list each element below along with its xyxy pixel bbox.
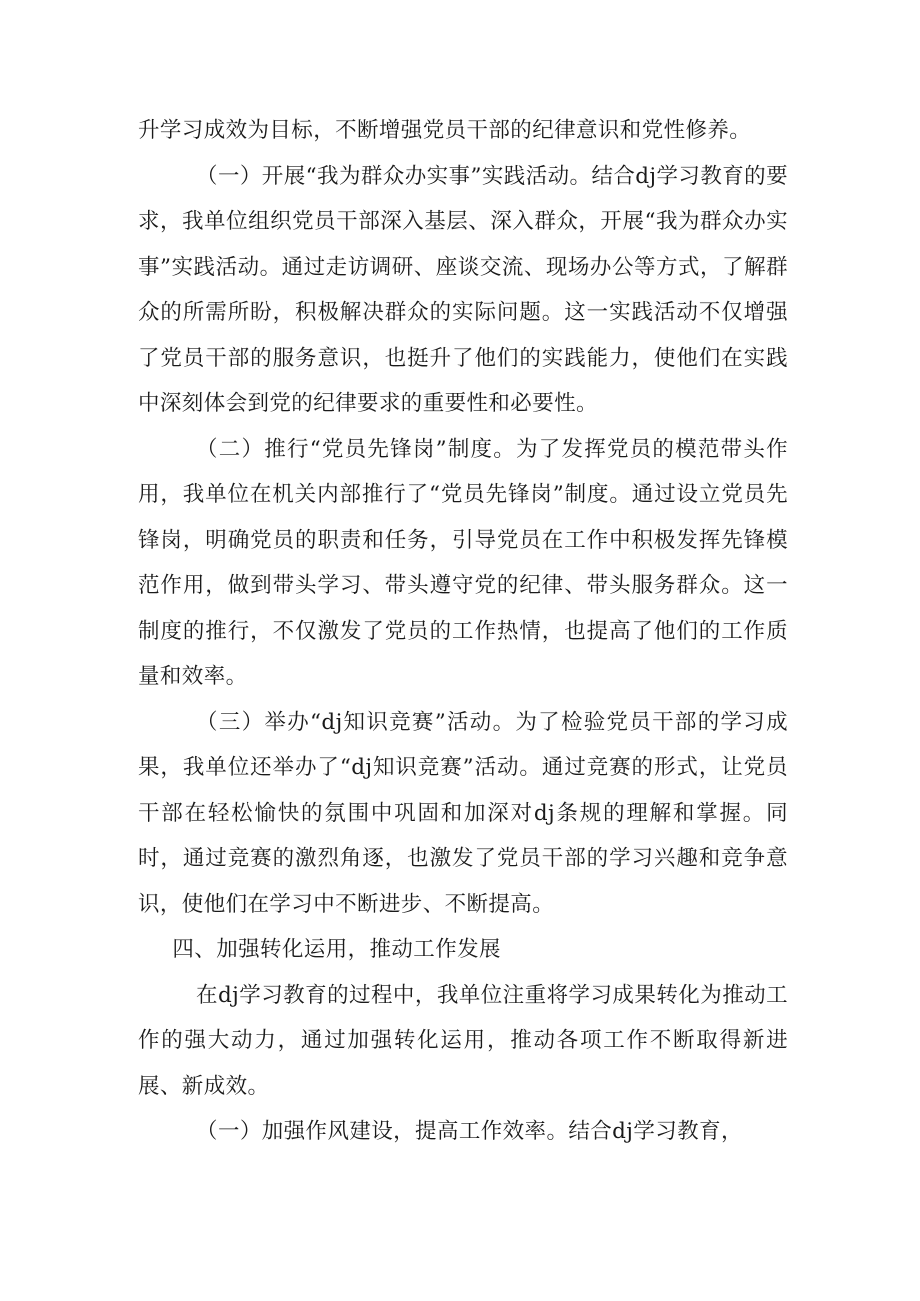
paragraph-transformation: 在dj学习教育的过程中，我单位注重将学习成果转化为推动工作的强大动力，通过加强转化运用，推动各项工作不断取得新进展、新成效。 bbox=[138, 982, 788, 1099]
paragraph-practice-activity: （一）开展“我为群众办实事”实践活动。结合dj学习教育的要求，我单位组织党员干部深入基层、深入群众，开展“我为群众办实事”实践活动。通过走访调研、座谈交流、现场办公等方式，了解群众的所需所盼，积极解决群众的实际问题。这一实践活动不仅增强了党员干部的服务意识，也挺升了他们的实践能力，使他们在实践中深刻体会到党的纪律要求的重要性和必要性。 bbox=[138, 163, 788, 416]
paragraph-vanguard-post: （二）推行“党员先锋岗”制度。为了发挥党员的模范带头作用，我单位在机关内部推行了“党员先锋岗”制度。通过设立党员先锋岗，明确党员的职责和任务，引导党员在工作中积极发挥先锋模范作用，做到带头学习、带头遵守党的纪律、带头服务群众。这一制度的推行，不仅激发了党员的工作热情，也提高了他们的工作质量和效率。 bbox=[138, 436, 788, 689]
paragraph-work-style: （一）加强作风建设，提高工作效率。结合dj学习教育， bbox=[196, 1119, 743, 1144]
paragraph-knowledge-contest: （三）举办“dj知识竞赛”活动。为了检验党员干部的学习成果，我单位还举办了“dj知识竞赛”活动。通过竞赛的形式，让党员干部在轻松愉快的氛围中巩固和加深对dj条规的理解和掌握。同时，通过竞赛的激烈角逐，也激发了党员干部的学习兴趣和竞争意识，使他们在学习中不断进步、不断提高。 bbox=[138, 709, 788, 917]
section-heading: 四、加强转化运用，推动工作发展 bbox=[172, 937, 501, 962]
paragraph-continuation: 升学习成效为目标，不断增强党员干部的纪律意识和党性修养。 bbox=[138, 118, 752, 143]
document-body bbox=[138, 108, 788, 1155]
